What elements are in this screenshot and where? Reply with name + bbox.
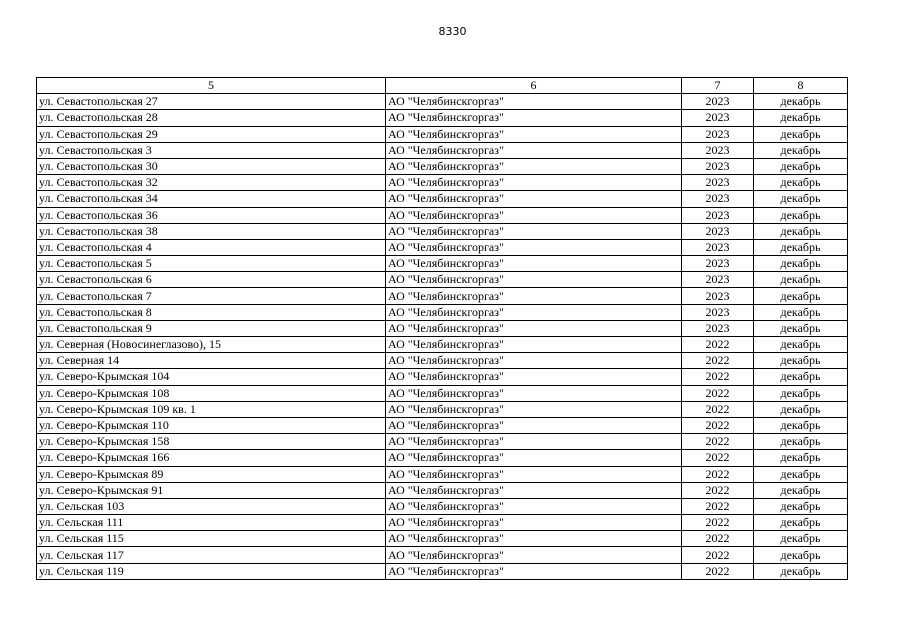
address-cell: ул. Сельская 119 <box>37 563 386 579</box>
organization-cell: АО "Челябинскгоргаз" <box>386 482 682 498</box>
address-cell: ул. Севастопольская 27 <box>37 94 386 110</box>
table-body <box>37 94 848 580</box>
month-cell: декабрь <box>754 223 848 239</box>
table-row <box>37 417 848 433</box>
month-cell: декабрь <box>754 110 848 126</box>
month-cell: декабрь <box>754 450 848 466</box>
table-row <box>37 515 848 531</box>
year-cell: 2022 <box>682 353 754 369</box>
table-row <box>37 498 848 514</box>
organization-cell: АО "Челябинскгоргаз" <box>386 531 682 547</box>
table-row <box>37 288 848 304</box>
address-cell: ул. Севастопольская 4 <box>37 239 386 255</box>
organization-cell: АО "Челябинскгоргаз" <box>386 353 682 369</box>
month-cell: декабрь <box>754 466 848 482</box>
organization-cell: АО "Челябинскгоргаз" <box>386 515 682 531</box>
organization-cell: АО "Челябинскгоргаз" <box>386 498 682 514</box>
address-cell: ул. Сельская 117 <box>37 547 386 563</box>
address-cell: ул. Северо-Крымская 91 <box>37 482 386 498</box>
table-row <box>37 337 848 353</box>
table-row <box>37 563 848 579</box>
year-cell: 2023 <box>682 207 754 223</box>
year-cell: 2023 <box>682 175 754 191</box>
year-cell: 2023 <box>682 239 754 255</box>
table-row <box>37 353 848 369</box>
year-cell: 2022 <box>682 531 754 547</box>
address-cell: ул. Северо-Крымская 108 <box>37 385 386 401</box>
year-cell: 2022 <box>682 563 754 579</box>
organization-cell: АО "Челябинскгоргаз" <box>386 158 682 174</box>
table-row <box>37 385 848 401</box>
table-row <box>37 142 848 158</box>
table-row <box>37 547 848 563</box>
table-row <box>37 110 848 126</box>
table-row <box>37 401 848 417</box>
month-cell: декабрь <box>754 288 848 304</box>
month-cell: декабрь <box>754 369 848 385</box>
table-row <box>37 207 848 223</box>
address-cell: ул. Северо-Крымская 110 <box>37 417 386 433</box>
table-row <box>37 223 848 239</box>
organization-cell: АО "Челябинскгоргаз" <box>386 450 682 466</box>
year-cell: 2022 <box>682 385 754 401</box>
address-cell: ул. Севастопольская 3 <box>37 142 386 158</box>
month-cell: декабрь <box>754 320 848 336</box>
year-cell: 2022 <box>682 498 754 514</box>
organization-cell: АО "Челябинскгоргаз" <box>386 256 682 272</box>
year-cell: 2022 <box>682 515 754 531</box>
month-cell: декабрь <box>754 353 848 369</box>
address-cell: ул. Северо-Крымская 104 <box>37 369 386 385</box>
table-row <box>37 320 848 336</box>
organization-cell: АО "Челябинскгоргаз" <box>386 110 682 126</box>
address-cell: ул. Сельская 115 <box>37 531 386 547</box>
address-cell: ул. Севастопольская 29 <box>37 126 386 142</box>
table-row <box>37 158 848 174</box>
year-cell: 2023 <box>682 126 754 142</box>
table-row <box>37 256 848 272</box>
address-cell: ул. Севастопольская 32 <box>37 175 386 191</box>
address-cell: ул. Севастопольская 36 <box>37 207 386 223</box>
month-cell: декабрь <box>754 401 848 417</box>
month-cell: декабрь <box>754 304 848 320</box>
organization-cell: АО "Челябинскгоргаз" <box>386 207 682 223</box>
table-row <box>37 175 848 191</box>
address-cell: ул. Севастопольская 34 <box>37 191 386 207</box>
month-cell: декабрь <box>754 207 848 223</box>
address-cell: ул. Севастопольская 6 <box>37 272 386 288</box>
organization-cell: АО "Челябинскгоргаз" <box>386 288 682 304</box>
month-cell: декабрь <box>754 385 848 401</box>
month-cell: декабрь <box>754 239 848 255</box>
year-cell: 2023 <box>682 94 754 110</box>
year-cell: 2023 <box>682 110 754 126</box>
address-cell: ул. Севастопольская 5 <box>37 256 386 272</box>
organization-cell: АО "Челябинскгоргаз" <box>386 223 682 239</box>
address-cell: ул. Северная 14 <box>37 353 386 369</box>
table-row <box>37 434 848 450</box>
data-table <box>36 77 848 580</box>
table-row <box>37 531 848 547</box>
table-row <box>37 304 848 320</box>
address-cell: ул. Севастопольская 8 <box>37 304 386 320</box>
organization-cell: АО "Челябинскгоргаз" <box>386 385 682 401</box>
month-cell: декабрь <box>754 482 848 498</box>
organization-cell: АО "Челябинскгоргаз" <box>386 337 682 353</box>
month-cell: декабрь <box>754 158 848 174</box>
table-row <box>37 191 848 207</box>
year-cell: 2022 <box>682 401 754 417</box>
month-cell: декабрь <box>754 563 848 579</box>
month-cell: декабрь <box>754 126 848 142</box>
address-cell: ул. Северо-Крымская 166 <box>37 450 386 466</box>
year-cell: 2023 <box>682 158 754 174</box>
address-cell: ул. Сельская 111 <box>37 515 386 531</box>
page-number: 8330 <box>438 25 467 38</box>
organization-cell: АО "Челябинскгоргаз" <box>386 369 682 385</box>
organization-cell: АО "Челябинскгоргаз" <box>386 239 682 255</box>
month-cell: декабрь <box>754 434 848 450</box>
organization-cell: АО "Челябинскгоргаз" <box>386 417 682 433</box>
organization-cell: АО "Челябинскгоргаз" <box>386 401 682 417</box>
organization-cell: АО "Челябинскгоргаз" <box>386 304 682 320</box>
table-row <box>37 369 848 385</box>
table-row <box>37 272 848 288</box>
year-cell: 2022 <box>682 547 754 563</box>
column-header-6: 6 <box>386 78 682 94</box>
organization-cell: АО "Челябинскгоргаз" <box>386 547 682 563</box>
column-header-8: 8 <box>754 78 848 94</box>
address-cell: ул. Севастопольская 28 <box>37 110 386 126</box>
table-row <box>37 126 848 142</box>
year-cell: 2023 <box>682 304 754 320</box>
column-header-5: 5 <box>37 78 386 94</box>
year-cell: 2023 <box>682 142 754 158</box>
column-header-7: 7 <box>682 78 754 94</box>
address-cell: ул. Севастопольская 9 <box>37 320 386 336</box>
address-cell: ул. Севастопольская 7 <box>37 288 386 304</box>
year-cell: 2022 <box>682 369 754 385</box>
table-row <box>37 482 848 498</box>
organization-cell: АО "Челябинскгоргаз" <box>386 175 682 191</box>
month-cell: декабрь <box>754 256 848 272</box>
year-cell: 2022 <box>682 417 754 433</box>
month-cell: декабрь <box>754 531 848 547</box>
table-row <box>37 466 848 482</box>
month-cell: декабрь <box>754 337 848 353</box>
month-cell: декабрь <box>754 94 848 110</box>
year-cell: 2023 <box>682 320 754 336</box>
address-cell: ул. Севастопольская 38 <box>37 223 386 239</box>
month-cell: декабрь <box>754 547 848 563</box>
month-cell: декабрь <box>754 498 848 514</box>
address-cell: ул. Севастопольская 30 <box>37 158 386 174</box>
organization-cell: АО "Челябинскгоргаз" <box>386 94 682 110</box>
year-cell: 2022 <box>682 337 754 353</box>
table-row <box>37 94 848 110</box>
year-cell: 2022 <box>682 434 754 450</box>
address-cell: ул. Северо-Крымская 109 кв. 1 <box>37 401 386 417</box>
address-cell: ул. Северная (Новосинеглазово), 15 <box>37 337 386 353</box>
year-cell: 2023 <box>682 256 754 272</box>
table-header-row <box>37 78 848 94</box>
address-cell: ул. Северо-Крымская 89 <box>37 466 386 482</box>
organization-cell: АО "Челябинскгоргаз" <box>386 126 682 142</box>
organization-cell: АО "Челябинскгоргаз" <box>386 272 682 288</box>
year-cell: 2022 <box>682 466 754 482</box>
address-cell: ул. Северо-Крымская 158 <box>37 434 386 450</box>
address-cell: ул. Сельская 103 <box>37 498 386 514</box>
organization-cell: АО "Челябинскгоргаз" <box>386 142 682 158</box>
month-cell: декабрь <box>754 142 848 158</box>
year-cell: 2023 <box>682 223 754 239</box>
organization-cell: АО "Челябинскгоргаз" <box>386 320 682 336</box>
month-cell: декабрь <box>754 417 848 433</box>
year-cell: 2023 <box>682 272 754 288</box>
year-cell: 2022 <box>682 482 754 498</box>
month-cell: декабрь <box>754 515 848 531</box>
table-row <box>37 450 848 466</box>
year-cell: 2022 <box>682 450 754 466</box>
organization-cell: АО "Челябинскгоргаз" <box>386 563 682 579</box>
organization-cell: АО "Челябинскгоргаз" <box>386 191 682 207</box>
month-cell: декабрь <box>754 191 848 207</box>
year-cell: 2023 <box>682 191 754 207</box>
organization-cell: АО "Челябинскгоргаз" <box>386 434 682 450</box>
month-cell: декабрь <box>754 175 848 191</box>
organization-cell: АО "Челябинскгоргаз" <box>386 466 682 482</box>
year-cell: 2023 <box>682 288 754 304</box>
table-row <box>37 239 848 255</box>
month-cell: декабрь <box>754 272 848 288</box>
